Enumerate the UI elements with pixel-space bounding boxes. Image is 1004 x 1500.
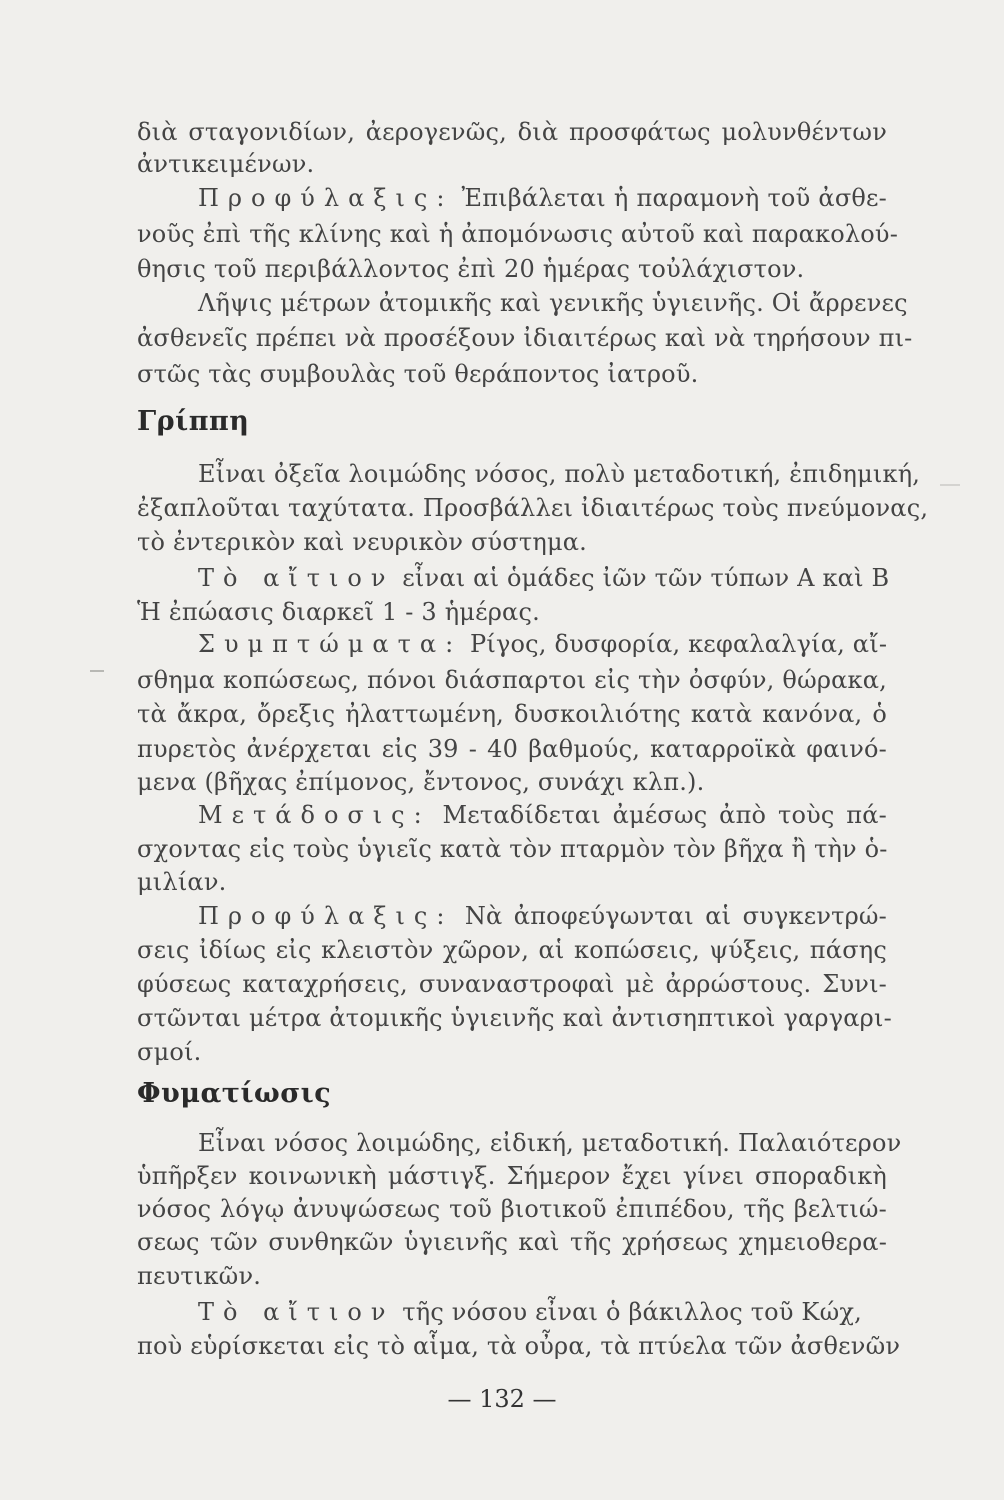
- text-line: νόσος λόγῳ ἀνυψώσεως τοῦ βιοτικοῦ ἐπιπέδου, τῆς βελτιώ-: [137, 1195, 887, 1223]
- text-line: Ἡ ἐπώασις διαρκεῖ 1 - 3 ἡμέρας.: [137, 598, 540, 626]
- spaced-term-aition-2: Τὸ αἴτιον: [198, 1298, 395, 1326]
- text-line: [198, 900, 887, 932]
- text-line: σθημα κοπώσεως, πόνοι διάσπαρτοι εἰς τὴν ὀσφύν, θώρακα,: [137, 666, 887, 694]
- text-line: θησις τοῦ περιβάλλοντος ἐπὶ 20 ἡμέρας τοὐλάχιστον.: [137, 255, 805, 283]
- spaced-term-prophylaxis-2: Προφύλαξις:: [198, 902, 454, 930]
- scan-mark: [90, 670, 104, 672]
- text-line: πευτικῶν.: [137, 1262, 262, 1290]
- text-line: Εἶναι ὀξεῖα λοιμώδης νόσος, πολὺ μεταδοτική, ἐπιδημική,: [198, 460, 921, 488]
- text-line: νοῦς ἐπὶ τῆς κλίνης καὶ ἡ ἀπομόνωσις αὐτοῦ καὶ παρακολού-: [137, 220, 899, 248]
- text-line-body: Νὰ ἀποφεύγωνται αἱ συγκεντρώ-: [464, 902, 887, 930]
- text-line: Εἶναι νόσος λοιμώδης, εἰδική, μεταδοτική. Παλαιότερον: [198, 1129, 902, 1157]
- text-line: ἀντικειμένων.: [137, 150, 315, 178]
- text-line: μιλίαν.: [137, 868, 227, 896]
- section-heading-gripi: Γρίππη: [137, 406, 250, 437]
- text-line: σμοί.: [137, 1038, 202, 1066]
- text-line: τὰ ἄκρα, ὄρεξις ἠλαττωμένη, δυσκοιλιότης κατὰ κανόνα, ὁ: [137, 700, 887, 728]
- spaced-term-metadosis: Μετάδοσις:: [198, 801, 431, 829]
- text-line: στῶνται μέτρα ἀτομικῆς ὑγιεινῆς καὶ ἀντισηπτικοὶ γαργαρι-: [137, 1004, 892, 1032]
- section-heading-fymatiosis: Φυματίωσις: [137, 1078, 332, 1109]
- text-line: μενα (βῆχας ἐπίμονος, ἔντονος, συνάχι κλπ.).: [137, 768, 705, 796]
- text-line: διὰ σταγονιδίων, ἀερογενῶς, διὰ προσφάτως μολυνθέντων: [137, 118, 887, 146]
- text-line: τὸ ἐντερικὸν καὶ νευρικὸν σύστημα.: [137, 528, 588, 556]
- text-line: ἀσθενεῖς πρέπει νὰ προσέξουν ἰδιαιτέρως καὶ νὰ τηρήσουν πι-: [137, 324, 913, 352]
- text-line: ὑπῆρξεν κοινωνικὴ μάστιγξ. Σήμερον ἔχει γίνει σποραδικὴ: [137, 1162, 887, 1190]
- text-line: [198, 628, 887, 660]
- text-line: [198, 799, 887, 831]
- text-line-body: Μεταδίδεται ἀμέσως ἀπὸ τοὺς πά-: [442, 801, 887, 829]
- spaced-term-symptomata: Συμπτώματα:: [198, 630, 463, 658]
- text-line: [198, 562, 890, 594]
- spaced-term-aition: Τὸ αἴτιον: [198, 564, 395, 592]
- spaced-term-prophylaxis: Προφύλαξις:: [198, 184, 454, 212]
- text-line: σεως τῶν συνθηκῶν ὑγιεινῆς καὶ τῆς χρήσεως χημειοθερα-: [137, 1228, 887, 1256]
- text-line-body: τῆς νόσου εἶναι ὁ βάκιλλος τοῦ Κώχ,: [402, 1298, 862, 1326]
- page-number: — 132 —: [447, 1385, 557, 1413]
- text-line-body: εἶναι αἱ ὁμάδες ἰῶν τῶν τύπων Α καὶ Β: [402, 564, 890, 592]
- text-line-body: Ρίγος, δυσφορία, κεφαλαλγία, αἴ-: [470, 630, 888, 658]
- text-line: [198, 1296, 887, 1328]
- text-line: φύσεως καταχρήσεις, συναναστροφαὶ μὲ ἀρρώστους. Συνι-: [137, 970, 887, 998]
- text-line: στῶς τὰς συμβουλὰς τοῦ θεράποντος ἰατροῦ.: [137, 360, 699, 388]
- text-line: ἐξαπλοῦται ταχύτατα. Προσβάλλει ἰδιαιτέρως τοὺς πνεύμονας,: [137, 494, 929, 522]
- text-line: σεις ἰδίως εἰς κλειστὸν χῶρον, αἱ κοπώσεις, ψύξεις, πάσης: [137, 936, 887, 964]
- text-line: σχοντας εἰς τοὺς ὑγιεῖς κατὰ τὸν πταρμὸν τὸν βῆχα ἢ τὴν ὁ-: [137, 835, 888, 863]
- text-line: ποὺ εὑρίσκεται εἰς τὸ αἷμα, τὰ οὖρα, τὰ πτύελα τῶν ἀσθενῶν: [137, 1332, 901, 1360]
- text-line: πυρετὸς ἀνέρχεται εἰς 39 - 40 βαθμούς, καταρροϊκὰ φαινό-: [137, 735, 887, 763]
- text-line: [198, 182, 887, 214]
- text-line-body: Ἐπιβάλεται ἡ παραμονὴ τοῦ ἀσθε-: [461, 184, 887, 212]
- scan-mark: [940, 484, 960, 486]
- text-line: Λῆψις μέτρων ἀτομικῆς καὶ γενικῆς ὑγιεινῆς. Οἱ ἄρρενες: [198, 289, 908, 317]
